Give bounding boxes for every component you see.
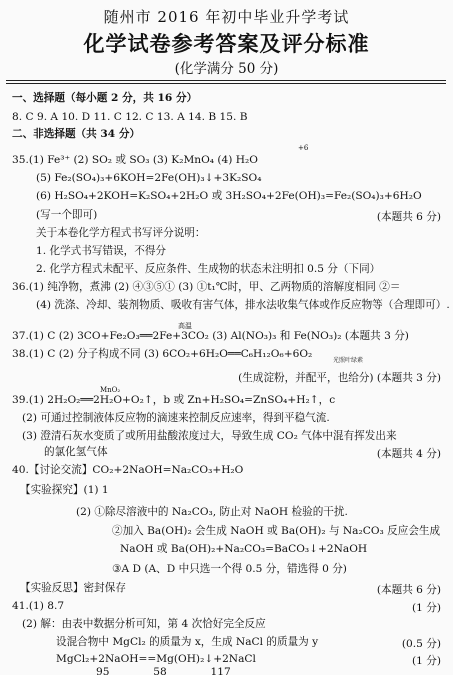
- mc-answers: 8. C 9. A 10. D 11. C 12. C 13. A 14. B 15. B: [12, 111, 248, 123]
- header-divider-thin: [6, 83, 446, 84]
- q41-part1-score: (1 分): [412, 602, 441, 614]
- q41-let: 设混合物中 MgCl₂ 的质量为 x，生成 NaCl 的质量为 y: [56, 636, 319, 648]
- q38-note: (生成淀粉，并配平，也给分) (本题共 3 分): [238, 372, 441, 384]
- exam-title-line1: 随州市 2016 年初中毕业升学考试: [103, 8, 350, 26]
- q40-discussion: 40.【讨论交流】CO₂+2NaOH=Na₂CO₃+H₂O: [12, 464, 244, 476]
- q38-line: 38.(1) C (2) 分子构成不同 (3) 6CO₂+6H₂O══C₆H₁₂O₆+6O₂: [12, 348, 313, 360]
- q39-line3a: (3) 澄清石灰水变质了或所用盐酸浓度过大，导致生成 CO₂ 气体中混有挥发出来: [22, 430, 397, 442]
- q39-line2: (2) 可通过控制液体反应物的滴速来控制反应速率，得到平稳气流.: [22, 412, 330, 424]
- q37-line: 37.(1) C (2) 3CO+Fe₂O₃══2Fe+3CO₂ (3) Al(NO₃)₃ 和 Fe(NO₃)₂ (本题共 3 分): [12, 330, 409, 342]
- q39-condition: MnO₂: [100, 386, 121, 394]
- q41-equation-score: (1 分): [412, 655, 441, 667]
- q41-equation: MgCl₂+2NaOH==Mg(OH)₂↓+2NaCl: [56, 653, 256, 665]
- section-2-heading: 二、非选择题（共 34 分）: [12, 128, 141, 140]
- q40-reflection: 【实验反思】密封保存: [20, 582, 126, 594]
- q40-step2a: ②加入 Ba(OH)₂ 会生成 NaOH 或 Ba(OH)₂ 与 Na₂CO₃ 反应会生成: [112, 525, 441, 537]
- q36-line1: 36.(1) 纯净物，煮沸 (2) ④③⑤① (3) ①t₁℃时，甲、乙两物质的溶解度相同 ②＝: [12, 281, 401, 293]
- q39-line3b: 的氯化氢气体: [44, 446, 108, 458]
- q35-score: (本题共 6 分): [376, 211, 441, 223]
- q35-note: (写一个即可): [36, 209, 98, 221]
- q39-line1: 39.(1) 2H₂O₂══2H₂O+O₂↑，b 或 Zn+H₂SO₄=ZnSO₄+H₂↑，c: [12, 394, 336, 406]
- exam-title-line2: 化学试卷参考答案及评分标准: [83, 31, 370, 56]
- q39-score: (本题共 4 分): [376, 448, 441, 460]
- q35-line6: (6) H₂SO₄+2KOH=K₂SO₄+2H₂O 或 3H₂SO₄+2Fe(OH)₃=Fe₂(SO₄)₃+6H₂O: [36, 190, 422, 202]
- q36-line2: (4) 洗涤、冷却、装剂物质、吸收有害气体，排水法收集气体或作反应物等（合理即可）.: [36, 299, 450, 311]
- q38-condition: 光照叶绿素: [333, 357, 364, 364]
- exam-title-line3: (化学满分 50 分): [174, 61, 279, 77]
- q35-oxidation-state: +6: [298, 144, 309, 152]
- q37-condition: 高温: [178, 322, 192, 330]
- q41-part2: (2) 解：由表中数据分析可知，第 4 次恰好完全反应: [22, 618, 266, 630]
- scoring-rule-1: 1. 化学式书写错误，不得分: [36, 245, 167, 257]
- header-divider: [6, 80, 446, 81]
- q41-part1: 41.(1) 8.7: [12, 600, 65, 612]
- q40-step2b: NaOH 或 Ba(OH)₂+Na₂CO₃=BaCO₃↓+2NaOH: [120, 543, 368, 555]
- section-1-heading: 一、选择题（每小题 2 分，共 16 分）: [12, 92, 198, 104]
- scoring-rules-title: 关于本卷化学方程式书写评分说明：: [36, 227, 206, 239]
- q40-experiment: 【实验探究】(1) 1: [20, 484, 109, 496]
- q41-molar-masses: 95 58 117: [96, 666, 231, 678]
- q40-step1: (2) ①除尽溶液中的 Na₂CO₃, 防止对 NaOH 检验的干扰.: [76, 506, 348, 518]
- q40-step3: ③A D (A、D 中只选一个得 0.5 分，错选得 0 分): [112, 563, 347, 575]
- q40-score: (本题共 6 分): [376, 584, 441, 596]
- q41-let-score: (0.5 分): [401, 638, 441, 650]
- q35-line1: 35.(1) Fe³⁺ (2) SO₂ 或 SO₃ (3) K₂MnO₄ (4) H₂O: [12, 154, 258, 166]
- q35-line5: (5) Fe₂(SO₄)₃+6KOH=2Fe(OH)₃↓+3K₂SO₄: [36, 172, 262, 184]
- scoring-rule-2: 2. 化学方程式未配平、反应条件、生成物的状态未注明扣 0.5 分（下同）: [36, 263, 381, 275]
